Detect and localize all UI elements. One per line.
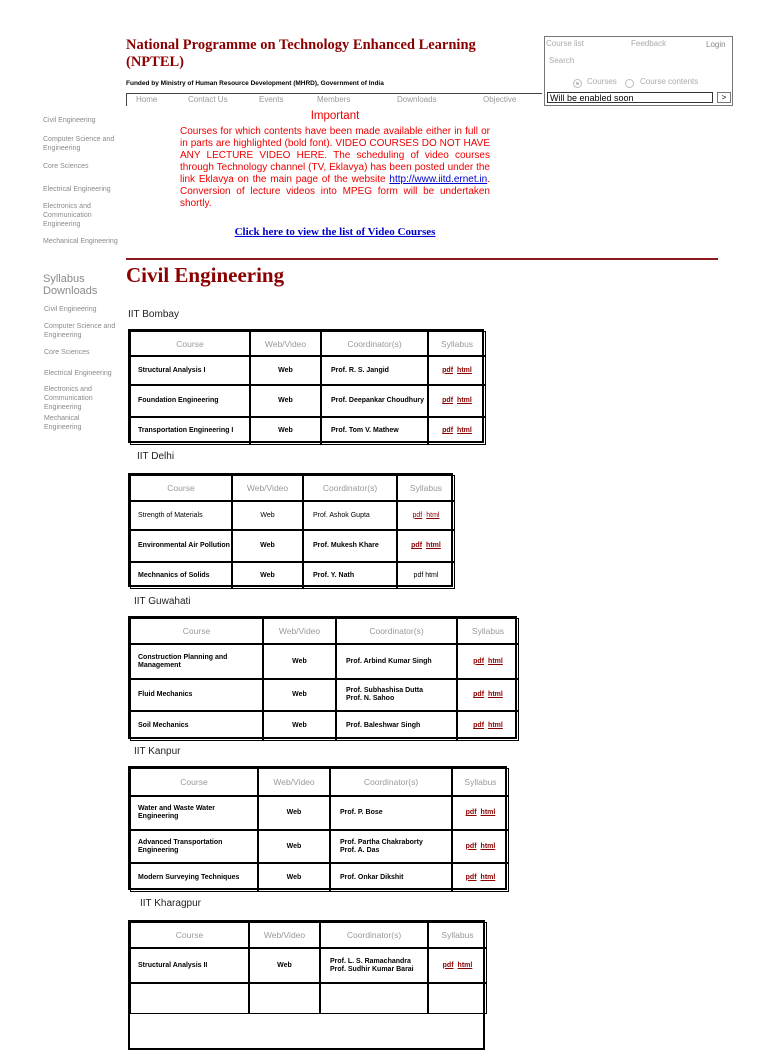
course-coordinator: Prof. Arbind Kumar Singh (336, 644, 457, 679)
syllabus-links (457, 644, 519, 679)
institute-heading: IIT Delhi (137, 451, 175, 462)
course-type: Web (258, 830, 330, 863)
course-coordinator (320, 983, 428, 1014)
syllabus-link-ece[interactable]: Electronics and Communication Engineering (44, 386, 93, 411)
course-type: Web (232, 530, 303, 562)
course-name: Fluid Mechanics (130, 679, 263, 711)
institute-heading: IIT Guwahati (134, 596, 191, 607)
syllabus-link-electrical[interactable]: Electrical Engineering (44, 370, 112, 377)
course-name: Foundation Engineering (130, 385, 250, 417)
course-table (128, 920, 485, 1050)
course-type (249, 983, 320, 1014)
course-name: Transportation Engineering I (130, 417, 250, 445)
syllabus-downloads-heading: Syllabus Downloads (43, 273, 98, 297)
feedback-link[interactable]: Feedback (631, 39, 667, 48)
coordinator-header: Coordinator(s) (320, 922, 428, 948)
course-name: Water and Waste Water Engineering (130, 796, 258, 830)
syllabus-links (397, 501, 455, 530)
syllabus-header: Syllabus (428, 922, 487, 948)
course-type: Web (249, 948, 320, 983)
syllabus-header: Syllabus (397, 475, 455, 501)
course-coordinator: Prof. R. S. Jangid (321, 356, 428, 385)
course-table (128, 329, 484, 443)
syllabus-links (397, 530, 455, 562)
notice-text-after: . Conversion of lecture videos into MPEG form will be undertaken shortly. (180, 174, 490, 209)
type-header: Web/Video (250, 331, 321, 356)
course-coordinator: Prof. Subhashisa Dutta Prof. N. Sahoo (336, 679, 457, 711)
syllabus-links: pdf html (397, 562, 455, 589)
syllabus-html-link[interactable]: html (457, 961, 473, 969)
syllabus-header: Syllabus (428, 331, 486, 356)
syllabus-links (457, 679, 519, 711)
nav-contact-us[interactable]: Contact Us (188, 95, 228, 104)
type-header: Web/Video (258, 768, 330, 796)
course-name: Mechnanics of Solids (130, 562, 232, 589)
course-header: Course (130, 618, 263, 644)
syllabus-link-mechanical[interactable]: Mechanical Engineering (44, 415, 82, 431)
course-list-link[interactable]: Course list (546, 39, 584, 48)
sidebar-link-core[interactable]: Core Sciences (43, 163, 89, 170)
radio-courses[interactable] (573, 79, 582, 88)
syllabus-pdf-link[interactable]: pdf (442, 427, 454, 434)
video-courses-link[interactable]: Click here to view the list of Video Courses (234, 226, 436, 238)
course-coordinator: Prof. Ashok Gupta (303, 501, 397, 530)
course-name: Advanced Transportation Engineering (130, 830, 258, 863)
course-name: Soil Mechanics (130, 711, 263, 741)
course-type: Web (250, 385, 321, 417)
course-table (128, 766, 507, 890)
syllabus-html-link[interactable]: html (488, 657, 503, 665)
course-coordinator: Prof. Y. Nath (303, 562, 397, 589)
type-header: Web/Video (263, 618, 336, 644)
syllabus-links (452, 830, 509, 863)
search-input[interactable]: Will be enabled soon (547, 92, 713, 103)
iitd-website-link[interactable]: http://www.iitd.ernet.in (389, 174, 488, 185)
coordinator-header: Coordinator(s) (330, 768, 452, 796)
syllabus-header: Syllabus (457, 618, 519, 644)
nav-home[interactable]: Home (136, 95, 158, 104)
syllabus-link-core[interactable]: Core Sciences (44, 349, 90, 356)
syllabus-links (428, 948, 487, 983)
course-type: Web (263, 644, 336, 679)
institute-heading: IIT Kharagpur (140, 898, 201, 909)
site-title: National Programme on Technology Enhanced Learning (NPTEL) (126, 37, 476, 70)
syllabus-links (452, 863, 509, 892)
nav-events[interactable]: Events (259, 95, 284, 104)
course-header: Course (130, 922, 249, 948)
course-coordinator: Prof. Mukesh Khare (303, 530, 397, 562)
radio-courses-label: Courses (587, 77, 617, 86)
syllabus-link-civil[interactable]: Civil Engineering (44, 306, 97, 313)
syllabus-pdf-link[interactable]: pdf (473, 691, 485, 698)
course-type: Web (258, 863, 330, 892)
syllabus-links (428, 983, 487, 1014)
syllabus-html-link[interactable]: html (488, 691, 503, 698)
course-type: Web (263, 711, 336, 741)
syllabus-pdf-link[interactable]: pdf (465, 873, 477, 881)
syllabus-link-cse[interactable]: Computer Science and Engineering (44, 323, 116, 339)
course-name: Environmental Air Pollution (130, 530, 232, 562)
course-coordinator: Prof. Partha Chakraborty Prof. A. Das (330, 830, 452, 863)
syllabus-links (452, 796, 509, 830)
syllabus-html-link[interactable]: html (488, 722, 503, 729)
syllabus-html-link[interactable]: html (426, 511, 440, 519)
nav-objective[interactable]: Objective (483, 95, 517, 104)
course-header: Course (130, 475, 232, 501)
syllabus-html-link[interactable]: html (480, 809, 496, 816)
course-coordinator: Prof. Tom V. Mathew (321, 417, 428, 445)
syllabus-pdf-link[interactable]: pdf (442, 961, 454, 969)
course-name: Modern Surveying Techniques (130, 863, 258, 892)
syllabus-pdf-link[interactable]: pdf (465, 809, 477, 816)
course-name: Structural Analysis I (130, 356, 250, 385)
institute-heading: IIT Kanpur (134, 746, 181, 757)
course-type: Web (250, 417, 321, 445)
course-type: Web (250, 356, 321, 385)
course-type: Web (232, 501, 303, 530)
radio-course-contents-label: Course contents (640, 77, 699, 86)
syllabus-pdf-link[interactable]: pdf (442, 397, 454, 404)
course-coordinator: Prof. Deepankar Choudhury (321, 385, 428, 417)
sidebar-link-ece[interactable]: Electronics and Communication Engineering (43, 203, 92, 228)
course-name (130, 983, 249, 1014)
syllabus-pdf-link[interactable]: pdf (473, 657, 485, 665)
syllabus-html-link[interactable]: html (480, 842, 496, 850)
important-title: Important (310, 110, 360, 122)
course-name: Construction Planning and Management (130, 644, 263, 679)
syllabus-links (428, 385, 486, 417)
nav-downloads[interactable]: Downloads (397, 95, 437, 104)
course-header: Course (130, 331, 250, 356)
divider (126, 258, 718, 260)
funded-by-text: Funded by Ministry of Human Resource Development (MHRD), Government of India (126, 80, 384, 87)
sidebar-link-mechanical[interactable]: Mechanical Engineering (43, 238, 118, 245)
top-navigation (126, 93, 542, 106)
syllabus-html-link[interactable]: html (457, 397, 472, 404)
syllabus-pdf-link[interactable]: pdf (411, 542, 423, 549)
syllabus-pdf-link[interactable]: pdf (442, 366, 454, 374)
course-type: Web (232, 562, 303, 589)
notice-text-before: Courses for which contents have been made available either in full or in parts are highlighted (bold font). VIDEO COURSES DO NOT HAVE ANY LECTURE VIDEO HERE. The scheduling of video courses through Technology channel (TV, Eklavya) has been posted under the link Eklavya on the main page of the website (180, 126, 490, 185)
course-name: Structural Analysis II (130, 948, 249, 983)
syllabus-links (428, 417, 486, 445)
course-coordinator: Prof. Onkar Dikshit (330, 863, 452, 892)
course-name: Strength of Materials (130, 501, 232, 530)
course-type: Web (258, 796, 330, 830)
course-table (128, 616, 517, 739)
sidebar-link-electrical[interactable]: Electrical Engineering (43, 186, 111, 193)
institute-heading: IIT Bombay (128, 309, 179, 320)
syllabus-html-link[interactable]: html (457, 366, 472, 374)
coordinator-header: Coordinator(s) (336, 618, 457, 644)
syllabus-pdf-link[interactable]: pdf (412, 511, 423, 519)
course-type: Web (263, 679, 336, 711)
login-link[interactable]: Login (706, 40, 726, 49)
radio-course-contents[interactable] (625, 79, 634, 88)
sidebar-link-cse[interactable]: Computer Science and Engineering (43, 136, 115, 152)
search-panel (544, 36, 733, 106)
sidebar-link-civil[interactable]: Civil Engineering (43, 117, 96, 124)
syllabus-pdf-link[interactable]: pdf (473, 722, 485, 729)
course-header: Course (130, 768, 258, 796)
syllabus-html-link[interactable]: html (480, 873, 496, 881)
nav-members[interactable]: Members (317, 95, 351, 104)
course-coordinator: Prof. L. S. Ramachandra Prof. Sudhir Kumar Barai (320, 948, 428, 983)
course-table (128, 473, 453, 587)
syllabus-html-link[interactable]: html (457, 427, 472, 434)
syllabus-pdf-link[interactable]: pdf (465, 842, 477, 850)
course-coordinator: Prof. P. Bose (330, 796, 452, 830)
type-header: Web/Video (249, 922, 320, 948)
syllabus-links (457, 711, 519, 741)
syllabus-header: Syllabus (452, 768, 509, 796)
syllabus-links (428, 356, 486, 385)
type-header: Web/Video (232, 475, 303, 501)
coordinator-header: Coordinator(s) (321, 331, 428, 356)
course-coordinator: Prof. Baleshwar Singh (336, 711, 457, 741)
page-title: Civil Engineering (126, 263, 285, 287)
search-label: Search (549, 56, 575, 65)
coordinator-header: Coordinator(s) (303, 475, 397, 501)
important-notice (180, 126, 490, 210)
search-go-button[interactable]: > (717, 92, 731, 103)
syllabus-html-link[interactable]: html (426, 542, 441, 549)
